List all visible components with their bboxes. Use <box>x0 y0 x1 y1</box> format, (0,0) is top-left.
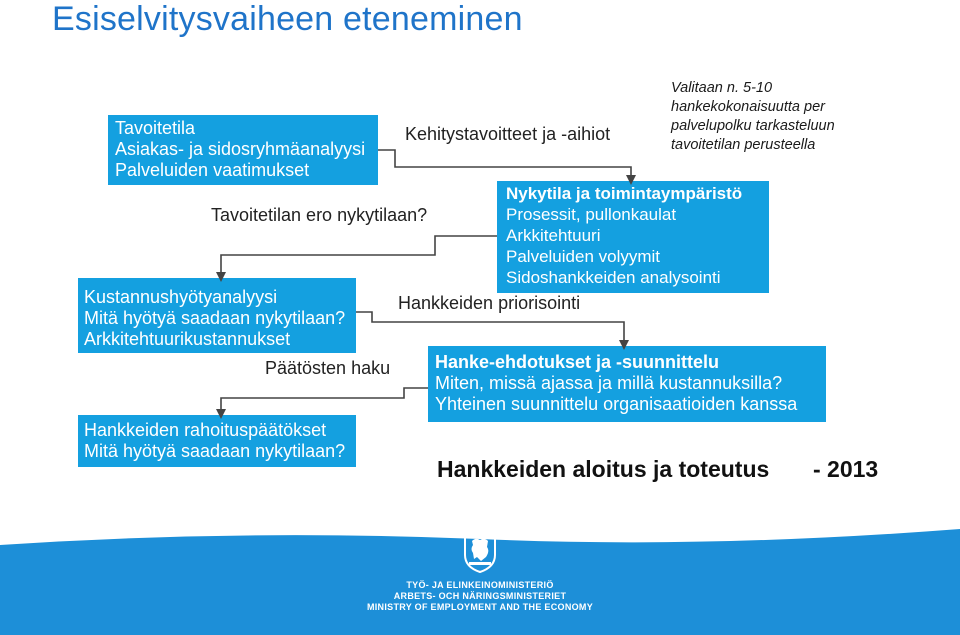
selection-note-line: palvelupolku tarkasteluun <box>671 118 835 134</box>
ministry-name-en: MINISTRY OF EMPLOYMENT AND THE ECONOMY <box>366 602 594 612</box>
arrow-down-icon <box>378 150 631 180</box>
project-proposals-line: Yhteinen suunnittelu organisaatioiden kanssa <box>435 394 798 414</box>
ministry-lion-crest-icon <box>463 531 497 573</box>
arrow-down-icon <box>221 236 497 277</box>
selection-note-line: hankekokonaisuutta per <box>671 99 825 115</box>
arrow-down-icon <box>356 312 624 345</box>
target-state-title: Tavoitetila <box>115 118 196 138</box>
cost-benefit-line: Mitä hyötyä saadaan nykytilaan? <box>84 308 346 328</box>
gap-label: Tavoitetilan ero nykytilaan? <box>211 205 428 225</box>
arrow-down-icon <box>221 388 428 414</box>
current-state-line: Palveluiden volyymit <box>506 247 661 266</box>
current-state-line: Sidoshankkeiden analysointi <box>506 268 721 287</box>
cost-benefit-title: Kustannushyötyanalyysi <box>84 287 278 307</box>
goals-label: Kehitystavoitteet ja -aihiot <box>405 124 611 144</box>
project-start-text: Hankkeiden aloitus ja toteutus <box>437 456 770 482</box>
funding-decisions-line: Mitä hyötyä saadaan nykytilaan? <box>84 441 346 461</box>
project-proposals-heading: Hanke-ehdotukset ja -suunnittelu <box>435 352 720 372</box>
project-start-year: - 2013 <box>813 456 879 482</box>
ministry-name-sv: ARBETS- OCH NÄRINGSMINISTERIET <box>393 591 567 601</box>
project-proposals-line: Miten, missä ajassa ja millä kustannuksilla? <box>435 373 783 393</box>
cost-benefit-line: Arkkitehtuurikustannukset <box>84 329 291 349</box>
prioritization-label: Hankkeiden priorisointi <box>398 293 581 313</box>
selection-note-line: Valitaan n. 5-10 <box>671 80 773 96</box>
page-title: Esiselvitysvaiheen eteneminen <box>52 0 523 38</box>
current-state-heading: Nykytila ja toimintaympäristö <box>506 184 743 203</box>
selection-note-line: tavoitetilan perusteella <box>671 137 816 153</box>
ministry-name-fi: TYÖ- JA ELINKEINOMINISTERIÖ <box>406 580 554 590</box>
current-state-line: Arkkitehtuuri <box>506 226 601 245</box>
target-state-line: Palveluiden vaatimukset <box>115 160 310 180</box>
funding-decisions-title: Hankkeiden rahoituspäätökset <box>84 420 327 440</box>
current-state-line: Prosessit, pullonkaulat <box>506 205 677 224</box>
target-state-line: Asiakas- ja sidosryhmäanalyysi <box>115 139 366 159</box>
decisions-label: Päätösten haku <box>265 358 391 378</box>
